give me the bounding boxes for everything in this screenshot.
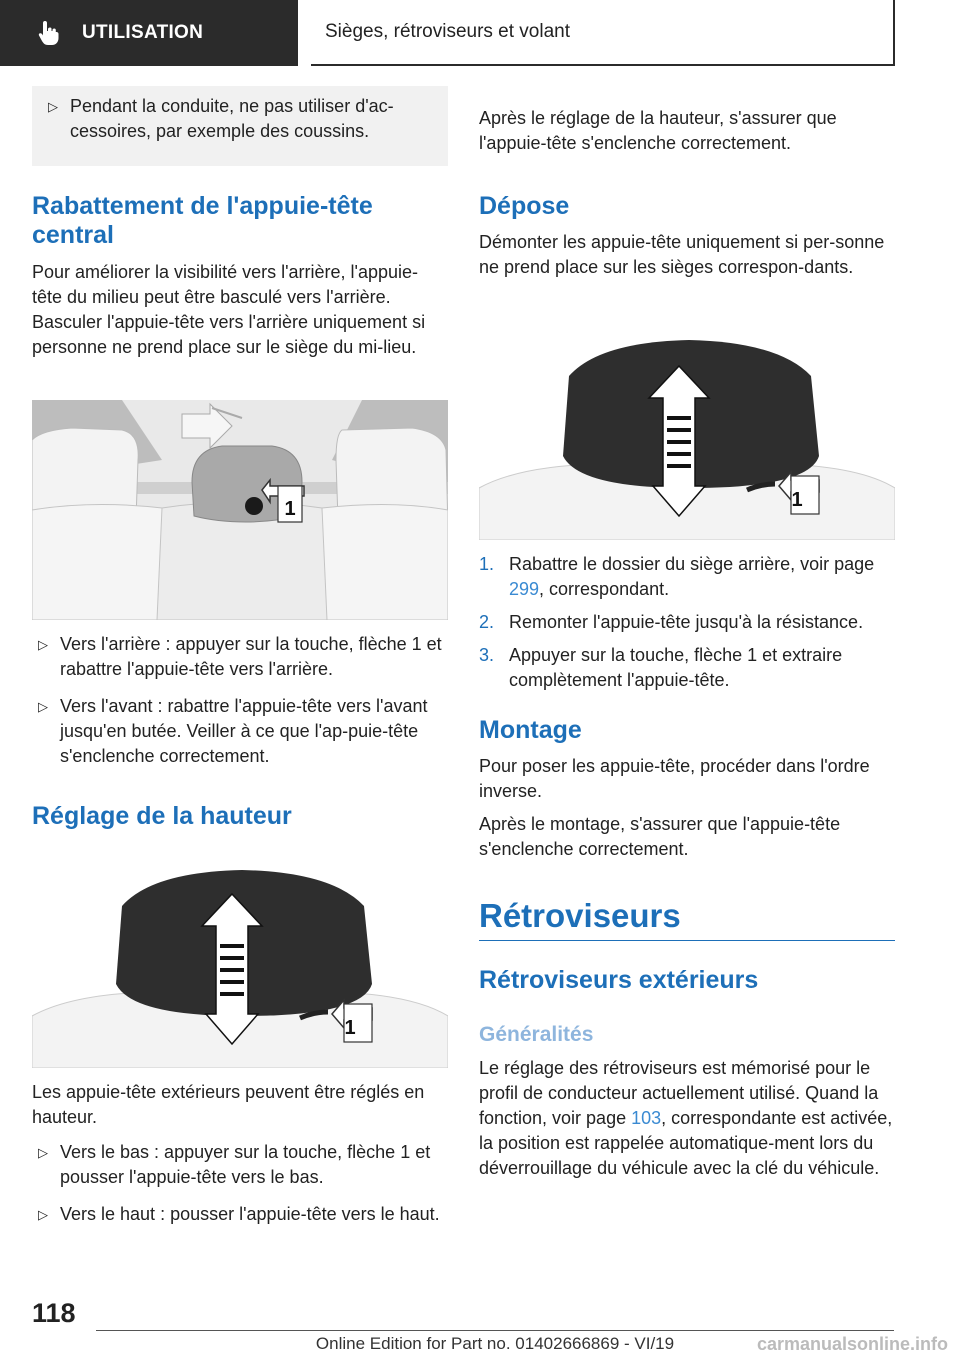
removal-heading [479,192,895,221]
bullet-text: Vers l'arrière : appuyer sur la touche, flèche 1 et rabattre l'appuie-tête vers l'arrière. [60,634,442,679]
header-section-tab [0,0,298,66]
headrest-height-illustration [32,866,448,1068]
triangle-bullet-icon: ▷ [38,1207,48,1222]
note-text: Pendant la conduite, ne pas utiliser d'accessoires, par exemple des coussins. [70,96,394,141]
mount-p2: Après le montage, s'assurer que l'appuie-tête s'enclenche correctement. [479,814,841,859]
triangle-bullet-icon: ▷ [38,637,48,652]
list-item [32,694,448,769]
figure-headrest-removal [479,336,895,540]
list-item [479,610,895,635]
header-section-label: UTILISATION [82,22,204,43]
callout-1: 1 [344,1017,356,1039]
list-item [32,632,448,682]
mirrors-sub-heading [479,966,895,995]
heading-removal: Dépose [479,192,570,220]
list-item [479,643,895,693]
figure-headrest-height [32,866,448,1068]
callout-1: 1 [284,498,296,520]
heading-height: Réglage de la hauteur [32,802,292,830]
footer-rule [96,1330,894,1331]
heading-exterior-mirrors: Rétroviseurs extérieurs [479,966,759,994]
removal-intro: Démonter les appuie-tête uniquement si per-sonne ne prend place sur les sièges correspon-dants. [479,232,885,277]
height-bullets [32,1140,448,1227]
heading-mirrors: Rétroviseurs [479,897,681,934]
mirrors-heading [479,896,895,936]
triangle-bullet-icon: ▷ [38,699,48,714]
page-link[interactable]: 299 [509,579,540,599]
height-intro: Les appuie-tête extérieurs peuvent être réglés en hauteur. [32,1082,425,1127]
step-text: Remonter l'appuie-tête jusqu'à la résistance. [509,612,864,632]
bullet-text: Vers le bas : appuyer sur la touche, flèche 1 et pousser l'appuie-tête vers le bas. [60,1142,431,1187]
header-chapter [311,0,895,66]
step-text: Rabattre le dossier du siège arrière, voir page [509,554,875,574]
step-number: 1. [479,554,495,574]
mirrors-text-a: Le réglage des rétroviseurs est mémorisé pour le profil de conducteur actuellement utilisé. Quand la fonction, voir page [479,1058,879,1128]
bullet-text: Vers l'avant : rabattre l'appuie-tête vers l'avant jusqu'en butée. Veiller à ce que l'ap-puie-tête s'enclenche correctement. [60,696,428,766]
fold-heading [32,192,448,250]
list-item [32,1202,448,1227]
note-item [42,94,438,144]
heading-fold: Rabattement de l'appuie-tête central [32,192,373,249]
mirrors-text [479,1056,895,1181]
triangle-bullet-icon: ▷ [48,99,58,114]
callout-1: 1 [791,489,803,511]
note-box [32,86,448,166]
fold-intro: Pour améliorer la visibilité vers l'arrière, l'appuie-tête du milieu peut être basculé vers l'arrière. Basculer l'appuie-tête vers l'arrière uniquement si personne ne prend place sur le siège du mi-lieu. [32,262,426,357]
removal-steps [479,552,895,693]
general-heading [479,1022,895,1048]
page-link[interactable]: 103 [631,1108,662,1128]
heading-rule [479,940,895,941]
rear-bench-illustration [32,400,448,620]
heading-general: Généralités [479,1023,594,1046]
list-item [479,552,895,602]
headrest-removal-illustration [479,336,895,540]
header-chapter-label: Sièges, rétroviseurs et volant [325,21,571,42]
mount-p1: Pour poser les appuie-tête, procéder dans l'ordre inverse. [479,756,870,801]
list-item [32,1140,448,1190]
step-number: 3. [479,645,495,665]
footer-edition: Online Edition for Part no. 01402666869 - VI/19 [315,1334,675,1353]
heading-mount: Montage [479,716,582,744]
mirrors-text-b: , correspondante est activée, la position est rappelée automatique-ment lors du déverrouillage du véhicule avec la clé du véhicule. [479,1108,893,1178]
watermark: carmanualsonline.info [756,1334,948,1354]
triangle-bullet-icon: ▷ [38,1145,48,1160]
after-height-text: Après le réglage de la hauteur, s'assurer que l'appuie-tête s'enclenche correctement. [479,108,837,153]
hand-pointer-icon [34,18,64,48]
bullet-text: Vers le haut : pousser l'appuie-tête vers le haut. [60,1204,440,1224]
figure-rear-bench [32,400,448,620]
mount-heading [479,716,895,745]
fold-bullets [32,632,448,769]
step-text-end: , correspondant. [539,579,670,599]
step-text: Appuyer sur la touche, flèche 1 et extraire complètement l'appuie-tête. [509,645,843,690]
page-number: 118 [32,1298,76,1328]
height-heading [32,802,448,831]
step-number: 2. [479,612,495,632]
